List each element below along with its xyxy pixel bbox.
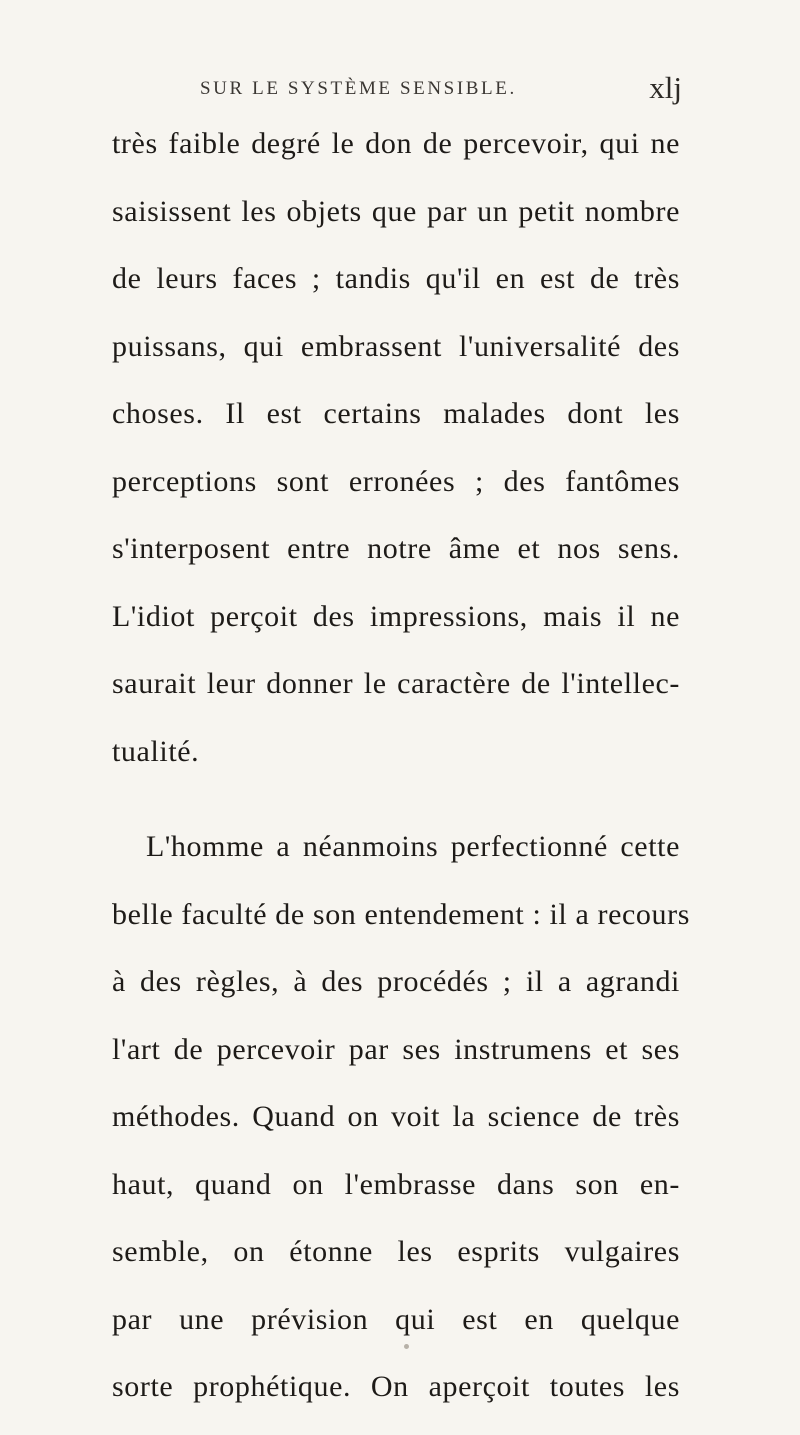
text-line: à des règles, à des procédés ; il a agrandi xyxy=(112,965,680,998)
text-line: s'interposent entre notre âme et nos sens. xyxy=(112,532,680,565)
text-line: L'homme a néanmoins perfectionné cette xyxy=(146,830,680,863)
text-line: saisissent les objets que par un petit nombre xyxy=(112,194,680,228)
text-line: saurait leur donner le caractère de l'intellec- xyxy=(112,667,680,700)
body-text xyxy=(112,124,690,1435)
running-head xyxy=(112,70,682,110)
text-line: sorte prophétique. On aperçoit toutes les xyxy=(112,1370,680,1403)
text-line: puissans, qui embrassent l'universalité des xyxy=(112,329,680,363)
text-line: haut, quand on l'embrasse dans son en- xyxy=(112,1167,680,1201)
running-title: SUR LE SYSTÈME SENSIBLE. xyxy=(200,78,517,99)
text-line: très faible degré le don de percevoir, qui ne xyxy=(112,127,680,160)
text-line: par une prévision qui est en quelque xyxy=(112,1302,680,1336)
text-line: perceptions sont erronées ; des fantômes xyxy=(112,464,680,498)
text-line: méthodes. Quand on voit la science de très xyxy=(112,1100,680,1133)
paragraph-gap xyxy=(112,799,680,827)
text-line: belle faculté de son entendement : il a recours xyxy=(112,897,690,931)
paper-speck xyxy=(404,1344,409,1349)
text-line: l'art de percevoir par ses instrumens et ses xyxy=(112,1032,680,1066)
paragraph-1 xyxy=(112,124,680,799)
page-number: xlj xyxy=(649,70,682,105)
text-line: L'idiot perçoit des impressions, mais il ne xyxy=(112,599,680,633)
text-line: choses. Il est certains malades dont les xyxy=(112,397,680,430)
text-line: tualité. xyxy=(112,734,200,768)
paragraph-2 xyxy=(112,827,690,1435)
text-line: semble, on étonne les esprits vulgaires xyxy=(112,1235,680,1268)
text-line: de leurs faces ; tandis qu'il en est de très xyxy=(112,262,680,295)
